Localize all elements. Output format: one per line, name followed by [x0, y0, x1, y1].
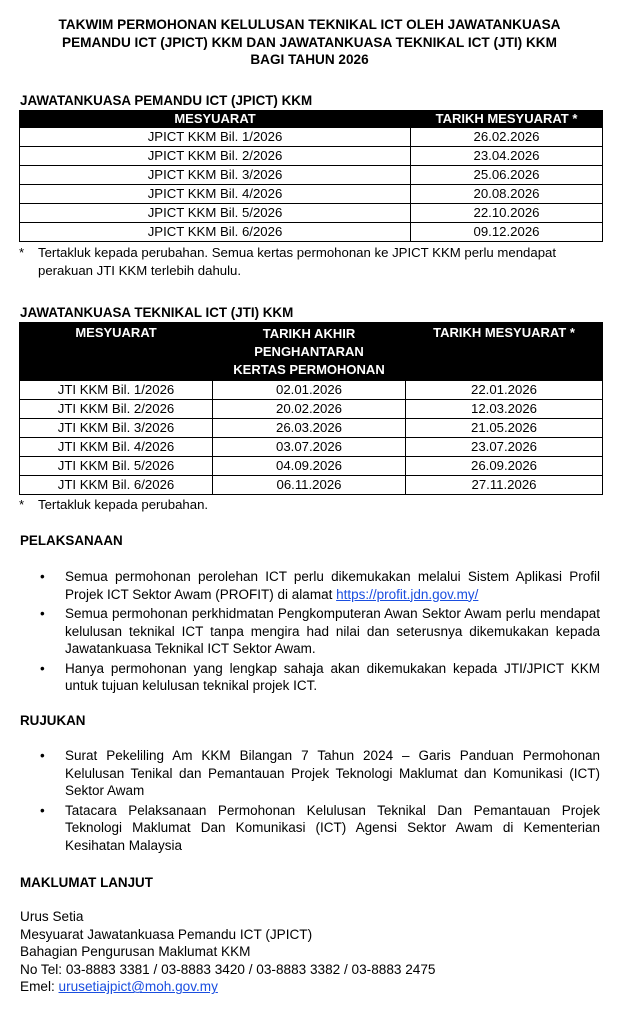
profit-link[interactable]: https://profit.jdn.gov.my/ [336, 586, 479, 602]
jti-table [19, 322, 603, 495]
table-row [20, 438, 603, 457]
jpict-header-row [20, 111, 603, 128]
jti-meeting-cell: JTI KKM Bil. 6/2026 [20, 476, 213, 495]
jpict-heading: JAWATANKUASA PEMANDU ICT (JPICT) KKM [20, 93, 313, 108]
jti-col-tarikh-akhir-line-3: KERTAS PERMOHONAN [233, 362, 385, 377]
pelaksanaan-item-2-text: Semua permohonan perkhidmatan Pengkomputeran Awan Sektor Awam perlu mendapat kelulusan teknikal ICT tanpa mengira had nilai dan seterusnya dikemukakan kepada Jawatankuasa Teknikal ICT Sektor Awam. [65, 606, 600, 656]
jpict-table [19, 110, 603, 242]
bullet-icon: • [40, 606, 45, 621]
table-row [20, 185, 603, 204]
jti-deadline-cell: 02.01.2026 [213, 381, 406, 400]
list-item [20, 568, 600, 603]
jti-footnote [19, 496, 604, 514]
table-row [20, 128, 603, 147]
jti-date-cell: 26.09.2026 [406, 457, 603, 476]
jpict-footnote-text: Tertakluk kepada perubahan. Semua kertas permohonan ke JPICT KKM perlu mendapat perakuan JTI KKM terlebih dahulu. [38, 245, 557, 278]
bullet-icon: • [40, 748, 45, 763]
pelaksanaan-list [20, 568, 600, 697]
list-item [20, 802, 600, 855]
rujukan-list [20, 747, 600, 856]
table-row [20, 381, 603, 400]
jpict-meeting-cell: JPICT KKM Bil. 3/2026 [20, 166, 411, 185]
maklumat-heading: MAKLUMAT LANJUT [20, 875, 153, 890]
rujukan-item-1-text: Surat Pekeliling Am KKM Bilangan 7 Tahun 2024 – Garis Panduan Permohonan Kelulusan Tenikal dan Pemantauan Projek Teknologi Maklumat dan Komunikasi (ICT) Sektor Awam [65, 748, 600, 798]
table-row [20, 204, 603, 223]
jpict-date-cell: 09.12.2026 [411, 223, 603, 242]
jti-col-tarikh-akhir [213, 323, 406, 381]
jpict-date-cell: 22.10.2026 [411, 204, 603, 223]
table-row [20, 419, 603, 438]
jpict-meeting-cell: JPICT KKM Bil. 1/2026 [20, 128, 411, 147]
pelaksanaan-item-3-text: Hanya permohonan yang lengkap sahaja akan dikemukakan kepada JTI/JPICT KKM untuk tujuan kelulusan teknikal projek ICT. [65, 660, 600, 693]
contact-email-row [20, 978, 435, 996]
contact-line-2: Mesyuarat Jawatankuasa Pemandu ICT (JPICT) [20, 926, 313, 942]
contact-block [20, 908, 435, 996]
jpict-meeting-cell: JPICT KKM Bil. 4/2026 [20, 185, 411, 204]
email-label: Emel: [20, 979, 59, 995]
table-row [20, 457, 603, 476]
jti-heading: JAWATANKUASA TEKNIKAL ICT (JTI) KKM [20, 305, 294, 320]
jti-deadline-cell: 26.03.2026 [213, 419, 406, 438]
jpict-date-cell: 26.02.2026 [411, 128, 603, 147]
jti-meeting-cell: JTI KKM Bil. 4/2026 [20, 438, 213, 457]
jpict-meeting-cell: JPICT KKM Bil. 2/2026 [20, 147, 411, 166]
jpict-date-cell: 23.04.2026 [411, 147, 603, 166]
jti-deadline-cell: 04.09.2026 [213, 457, 406, 476]
rujukan-item-2-text: Tatacara Pelaksanaan Permohonan Kelulusan Teknikal Dan Pemantauan Projek Teknologi Maklumat Dan Komunikasi (ICT) Agensi Sektor Awam di Kementerian Kesihatan Malaysia [65, 802, 600, 853]
footnote-star: * [19, 245, 25, 260]
jpict-col-mesyuarat: MESYUARAT [20, 111, 411, 128]
jti-col-tarikh-akhir-line-2: PENGHANTARAN [254, 344, 364, 359]
jpict-col-tarikh: TARIKH MESYUARAT * [411, 111, 603, 128]
title-line-2: PEMANDU ICT (JPICT) KKM DAN JAWATANKUASA TEKNIKAL ICT (JTI) KKM [62, 34, 557, 50]
footnote-star: * [19, 497, 25, 512]
jti-meeting-cell: JTI KKM Bil. 5/2026 [20, 457, 213, 476]
jti-date-cell: 27.11.2026 [406, 476, 603, 495]
jti-meeting-cell: JTI KKM Bil. 2/2026 [20, 400, 213, 419]
rujukan-heading: RUJUKAN [20, 713, 86, 728]
jti-deadline-cell: 03.07.2026 [213, 438, 406, 457]
contact-phone: No Tel: 03-8883 3381 / 03-8883 3420 / 03-8883 3382 / 03-8883 2475 [20, 961, 436, 977]
email-link[interactable]: urusetiajpict@moh.gov.my [58, 979, 218, 995]
jti-col-tarikh-akhir-line-1: TARIKH AKHIR [262, 326, 356, 341]
bullet-icon: • [40, 802, 45, 818]
list-item [20, 605, 600, 658]
list-item [20, 660, 600, 695]
contact-line-3: Bahagian Pengurusan Maklumat KKM [20, 944, 251, 960]
jti-date-cell: 22.01.2026 [406, 381, 603, 400]
list-item [20, 747, 600, 800]
page-title [10, 16, 609, 69]
jti-date-cell: 23.07.2026 [406, 438, 603, 457]
jti-col-mesyuarat: MESYUARAT [20, 323, 213, 381]
title-line-1: TAKWIM PERMOHONAN KELULUSAN TEKNIKAL ICT OLEH JAWATANKUASA [58, 17, 561, 32]
table-row [20, 223, 603, 242]
bullet-icon: • [40, 569, 45, 584]
jti-meeting-cell: JTI KKM Bil. 3/2026 [20, 419, 213, 438]
jti-date-cell: 21.05.2026 [406, 419, 603, 438]
jti-col-tarikh-mesyuarat: TARIKH MESYUARAT * [406, 323, 603, 381]
jti-deadline-cell: 06.11.2026 [213, 476, 406, 495]
pelaksanaan-heading: PELAKSANAAN [20, 533, 123, 548]
jpict-meeting-cell: JPICT KKM Bil. 6/2026 [20, 223, 411, 242]
jti-meeting-cell: JTI KKM Bil. 1/2026 [20, 381, 213, 400]
pelaksanaan-item-1-text: Semua permohonan perolehan ICT perlu dikemukakan melalui Sistem Aplikasi Profil Projek ICT Sektor Awam (PROFIT) di alamat [65, 569, 600, 602]
jti-footnote-text: Tertakluk kepada perubahan. [38, 497, 209, 512]
table-row [20, 166, 603, 185]
jti-date-cell: 12.03.2026 [406, 400, 603, 419]
jti-header-row [20, 323, 603, 381]
bullet-icon: • [40, 660, 45, 676]
jpict-footnote [19, 244, 604, 280]
table-row [20, 476, 603, 495]
jpict-date-cell: 25.06.2026 [411, 166, 603, 185]
jpict-meeting-cell: JPICT KKM Bil. 5/2026 [20, 204, 411, 223]
jti-deadline-cell: 20.02.2026 [213, 400, 406, 419]
contact-line-1: Urus Setia [20, 909, 84, 924]
table-row [20, 147, 603, 166]
table-row [20, 400, 603, 419]
jpict-date-cell: 20.08.2026 [411, 185, 603, 204]
title-line-3: BAGI TAHUN 2026 [250, 52, 369, 67]
